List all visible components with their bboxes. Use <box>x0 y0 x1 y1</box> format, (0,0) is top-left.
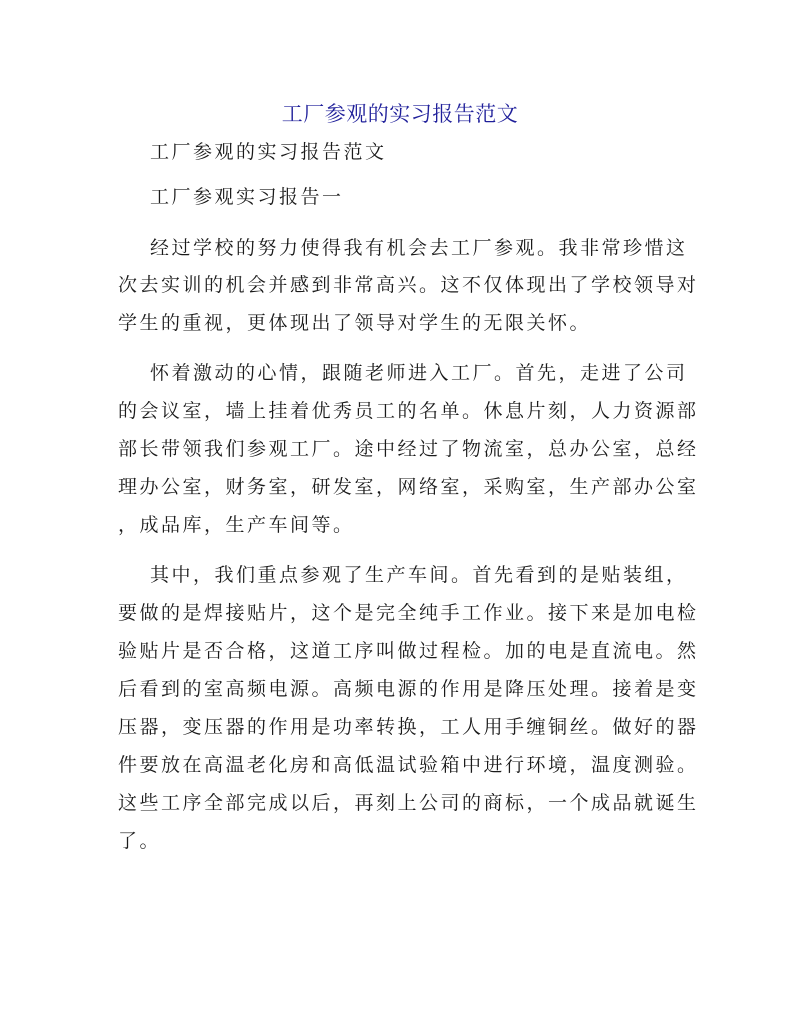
paragraph-1-line-2: 次去实训的机会并感到非常高兴。这不仅体现出了学校领导对 <box>118 274 699 296</box>
document-title: 工厂参观的实习报告范文 <box>281 102 519 126</box>
paragraph-3-line-8: 了。 <box>118 830 162 852</box>
paragraph-3-line-6: 件要放在高温老化房和高低温试验箱中进行环境，温度测验。 <box>118 754 699 776</box>
paragraph-3-line-2: 要做的是焊接贴片，这个是完全纯手工作业。接下来是加电检 <box>118 602 699 624</box>
paragraph-1-line-1: 经过学校的努力使得我有机会去工厂参观。我非常珍惜这 <box>150 237 688 259</box>
paragraph-1-line-3: 学生的重视，更体现出了领导对学生的无限关怀。 <box>118 312 592 334</box>
document-subtitle: 工厂参观的实习报告范文 <box>150 141 387 163</box>
paragraph-2-line-5: ，成品库，生产车间等。 <box>118 514 355 536</box>
paragraph-2-line-2: 的会议室，墙上挂着优秀员工的名单。休息片刻，人力资源部 <box>118 400 699 422</box>
paragraph-3-line-1: 其中，我们重点参观了生产车间。首先看到的是贴装组， <box>150 564 688 586</box>
paragraph-3-line-7: 这些工序全部完成以后，再刻上公司的商标，一个成品就诞生 <box>118 792 699 814</box>
paragraph-3-line-4: 后看到的室高频电源。高频电源的作用是降压处理。接着是变 <box>118 678 699 700</box>
paragraph-3-line-3: 验贴片是否合格，这道工序叫做过程检。加的电是直流电。然 <box>118 640 699 662</box>
paragraph-3-line-5: 压器，变压器的作用是功率转换，工人用手缠铜丝。做好的器 <box>118 716 699 738</box>
paragraph-2-line-4: 理办公室，财务室，研发室，网络室，采购室，生产部办公室 <box>118 476 699 498</box>
paragraph-2-line-3: 部长带领我们参观工厂。途中经过了物流室，总办公室，总经 <box>118 438 699 460</box>
paragraph-2-line-1: 怀着激动的心情，跟随老师进入工厂。首先，走进了公司 <box>150 362 688 384</box>
section-heading: 工厂参观实习报告一 <box>150 186 344 208</box>
